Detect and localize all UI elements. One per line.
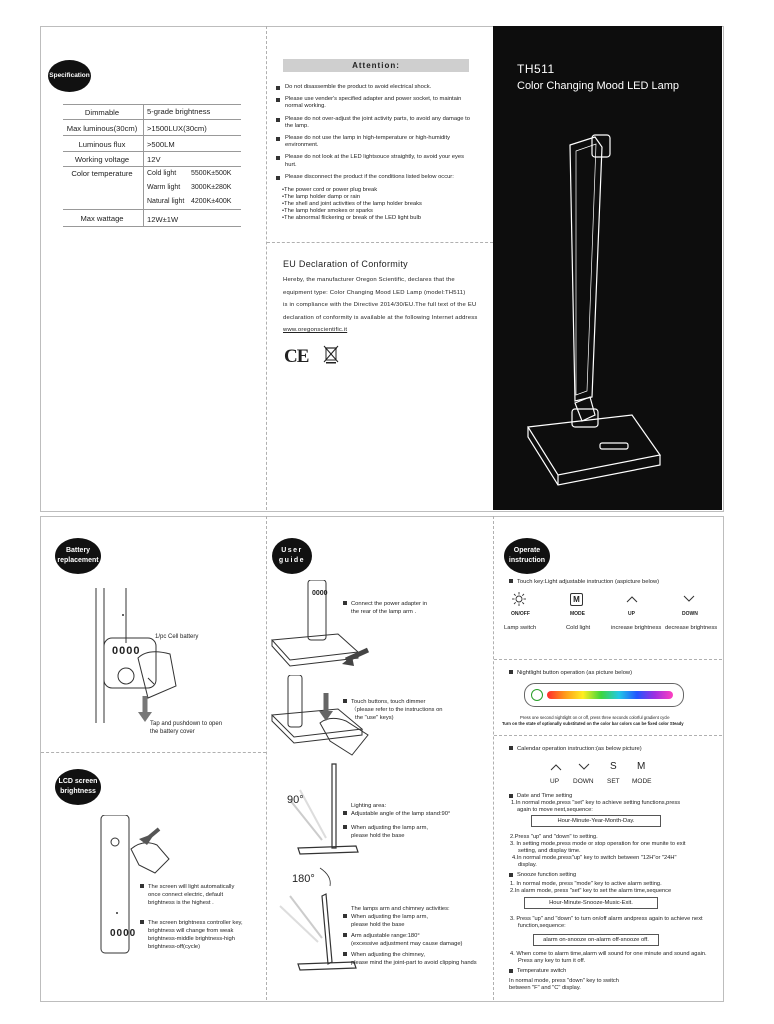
conditions-list: [282, 187, 482, 222]
eu-line: declaration of conformity is available at the following Internet address: [283, 314, 478, 321]
badge-text: Specification: [49, 72, 90, 79]
key-code: MODE: [570, 611, 585, 617]
step-line: Touch buttons, touch dimmer: [351, 699, 426, 705]
cover-product: Color Changing Mood LED Lamp: [517, 80, 680, 92]
attention-item: Please disconnect the product if the conditions listed below occur:: [276, 174, 476, 181]
eu-title: EU Declaration of Conformity: [283, 259, 408, 269]
mode-icon[interactable]: [570, 593, 583, 606]
badge-text: guide: [278, 557, 306, 564]
note-line: The screen brightness controller key,: [148, 920, 243, 926]
attention-item: Please do not over-adjust the joint activity parts, to avoid any damage to the lamp.: [276, 116, 476, 130]
angle-90-label: 90°: [287, 794, 304, 806]
cal-key-label: DOWN: [573, 778, 594, 785]
chevron-down-icon[interactable]: [683, 595, 695, 603]
battery-label: 1/pc Cell battery: [155, 634, 199, 640]
spec-value: 5500K±500K: [191, 170, 232, 177]
attention-list: [276, 84, 476, 181]
key-code: ON/OFF: [511, 611, 530, 617]
spec-value: 12W±1W: [147, 215, 179, 224]
section-title: Snooze function setting: [517, 872, 577, 878]
user-guide-badge: [272, 538, 312, 574]
bullet-marker: [140, 920, 144, 924]
spec-label: Luminous flux: [78, 140, 126, 149]
section-title: Temperature switch: [517, 968, 567, 974]
note-line: brightness-off(cycle): [148, 944, 201, 950]
snooze-step-4: [510, 951, 722, 965]
eu-url-link[interactable]: www.oregonscientific.it: [283, 327, 348, 333]
lighting-area: [343, 802, 450, 818]
note-line: brightness is the highest .: [148, 900, 214, 906]
instr-line: 1.In normal mode,press "set" key to achieve setting functions,press: [511, 800, 681, 806]
badge-text: LCD screen: [58, 778, 98, 785]
cal-key-label: UP: [550, 778, 560, 785]
spec-label: Working voltage: [74, 155, 130, 164]
chimney-section: [343, 905, 477, 967]
divider: [494, 659, 722, 660]
step-adjust-arm: [343, 824, 428, 840]
condition-item: •The lamp holder damp or rain: [282, 194, 361, 200]
spec-row: [63, 120, 241, 136]
step-line: Arm adjustable range:180°: [351, 933, 420, 939]
badge-text: instruction: [508, 557, 546, 564]
step-line: please mind the joint-part to avoid clipping hands: [351, 960, 477, 966]
snooze-section: [509, 872, 721, 895]
key-desc: decrease brightness: [665, 625, 718, 631]
step-line: the "use" keys): [355, 715, 394, 721]
lcd-digits: 0000: [110, 928, 137, 939]
chevron-up-icon[interactable]: [626, 595, 638, 603]
chevron-up-icon[interactable]: [550, 763, 562, 771]
snooze-sequence-box-2: alarm on-snooze on-alarm off-snooze off.: [533, 934, 659, 946]
instr-line: Press any key to turn it off.: [518, 958, 586, 964]
date-time-section: [509, 793, 721, 814]
eu-line: equipment type: Color Changing Mood LED Lamp (model:TH511): [283, 289, 466, 296]
instr-line: setting, and display time.: [518, 848, 581, 854]
instr-line: 4.In normal mode,press"up" key to switch between "12H"or "24H": [512, 855, 677, 861]
battery-badge: [55, 538, 101, 574]
spec-row: [63, 105, 241, 120]
step-line: please hold the base: [351, 922, 405, 928]
spec-value: >1500LUX(30cm): [147, 124, 207, 133]
spec-value: Cold light: [147, 170, 177, 177]
snooze-step-3: [510, 916, 722, 930]
cal-key-label: SET: [607, 778, 620, 785]
section-title: Nightlight button operation (as picture below): [517, 670, 633, 676]
bullet-marker: [343, 699, 347, 703]
condition-item: •The lamp holder smokes or sparks: [282, 208, 373, 214]
bullet-marker: [509, 579, 513, 583]
spec-label: Max luminous(30cm): [66, 124, 138, 133]
spec-value: 4200K±400K: [191, 198, 232, 205]
section-title: Calendar operation instruction:(as below picture): [517, 746, 642, 752]
lamp-digits-1: 0000: [312, 590, 328, 597]
step-line: the rear of the lamp arm .: [351, 609, 417, 615]
eu-line: Hereby, the manufacturer Oregon Scientific, declares that the: [283, 277, 455, 283]
specification-badge: [48, 60, 91, 92]
ce-mark: [284, 346, 308, 368]
spec-value: 3000K±280K: [191, 184, 232, 191]
attention-item: Please do not look at the LED lightsouce straightly, to avoid your eyes hurt.: [276, 154, 476, 168]
spec-row-color-temperature: [63, 167, 241, 210]
ce-mark-text: CE: [284, 346, 309, 367]
bullet-marker: [509, 969, 513, 973]
step-line: (excessive adjustment may cause damage): [351, 941, 463, 947]
condition-item: •The abnormal flickering or break of the LED light bulb: [282, 215, 421, 221]
temperature-section: [509, 968, 721, 992]
key-desc: Cold light: [566, 625, 591, 631]
badge-text: brightness: [60, 788, 96, 795]
note-line: brightness will change from weak: [148, 928, 234, 934]
nightlight-button-icon[interactable]: [531, 689, 543, 701]
date-time-steps: [510, 834, 722, 869]
dt-sequence-box: Hour-Minute-Year-Month-Day.: [531, 815, 661, 827]
nightlight-title: [509, 670, 632, 676]
step-line: The lamps arm and chimney activities:: [351, 906, 450, 912]
spec-value: Natural light: [147, 198, 185, 205]
battery-cover-label: [150, 720, 222, 736]
spec-row: [63, 210, 241, 227]
lcd-note-2: [140, 919, 243, 951]
instr-line: display.: [518, 862, 537, 868]
note-line: once connect electric, default: [148, 892, 224, 898]
lcd-note-1: [140, 883, 234, 907]
eu-text: [283, 274, 488, 337]
cover-model: TH511: [517, 62, 555, 76]
bullet-marker: [509, 794, 513, 798]
instr-line: again to move next,sequence:: [517, 807, 593, 813]
angle-180-label: 180°: [292, 873, 315, 885]
eu-line: is in compliance with the Directive 2014/30/EU.The full text of the EU: [283, 302, 477, 308]
nightlight-note-1: Press one second nightlight on or off, press three seconds colorful gradient cycle: [520, 715, 670, 720]
key-desc: increase brightness: [611, 625, 662, 631]
attention-title: Attention:: [352, 61, 400, 70]
bullet-marker: [509, 746, 513, 750]
step-touch: [343, 698, 443, 722]
divider: [494, 735, 722, 736]
badge-text: Battery: [65, 547, 91, 554]
key-code: DOWN: [682, 611, 698, 617]
sun-icon[interactable]: [512, 592, 526, 606]
instr-line: 2.In alarm mode, press "set" key to set the alarm time,sequence: [510, 888, 672, 894]
step-line: Lighting area:: [351, 803, 387, 809]
weee-bin-icon: [323, 344, 339, 364]
key-code: UP: [628, 611, 635, 617]
instr-line: 2.Press "up" and "down" to setting.: [510, 834, 598, 840]
section-title: Touch key:Light adjustable instruction (aspicture below): [517, 579, 660, 585]
attention-item: Please use vender's specified adapter and power socket, to maintain normal working.: [276, 96, 476, 110]
step-line: When adjusting the lamp arm,: [351, 825, 429, 831]
bullet-marker: [343, 601, 347, 605]
instr-line: 4. When come to alarm time,alarm will sound for one minute and sound again.: [510, 951, 707, 957]
calendar-title: [509, 746, 642, 752]
nightlight-gradient: [547, 691, 673, 699]
bullet-marker: [343, 811, 347, 815]
badge-text: replacement: [57, 557, 99, 564]
caption-line: Tap and pushdown to open: [150, 721, 223, 727]
step-line: When adjusting the lamp arm,: [351, 914, 429, 920]
nightlight-note-2: Turn on the state of optionally substituted on the color bar colors can be fixed color Steady: [502, 721, 684, 726]
bullet-marker: [343, 825, 347, 829]
key-desc: Lamp switch: [504, 625, 537, 631]
step-connect: [343, 600, 427, 616]
bullet-marker: [343, 933, 347, 937]
divider: [41, 752, 266, 753]
divider: [267, 242, 493, 243]
spec-row: [63, 136, 241, 152]
attention-item: Do not disassemble the product to avoid electrical shock.: [276, 84, 476, 91]
note-line: brightness-middle brightness-high: [148, 936, 235, 942]
instr-line: In normal mode, press "down" key to switch: [509, 978, 619, 984]
mode-key-glyph[interactable]: M: [637, 761, 646, 772]
note-line: The screen will light automatically: [148, 884, 235, 890]
instr-line: between "F" and "C" display.: [509, 985, 581, 991]
step-line: （please refer to the instructions on: [351, 707, 443, 713]
condition-item: •The power cord or power plug break: [282, 187, 378, 193]
spec-label: Color temperature: [71, 169, 133, 178]
bullet-marker: [343, 914, 347, 918]
specification-table: [63, 104, 241, 227]
nightlight-bar[interactable]: [524, 683, 684, 707]
bullet-marker: [140, 884, 144, 888]
instr-line: 3. In setting mode,press mode or stop operation for one munite to exit: [510, 841, 686, 847]
instr-line: 3. Press "up" and "down" to turn on/off alarm andpress again to achieve next: [510, 916, 703, 922]
operate-badge: [504, 538, 550, 574]
battery-device-illustration: [90, 588, 190, 728]
step-line: Connect the power adapter in: [351, 601, 428, 607]
snooze-sequence-box: Hour-Minute-Snooze-Music-Exit.: [524, 897, 658, 909]
section-title: Date and Time setting: [517, 793, 573, 799]
spec-value: >500LM: [147, 140, 175, 149]
caption-line: the battery cover: [150, 729, 195, 735]
badge-text: Operate: [513, 547, 541, 554]
cal-key-label: MODE: [632, 778, 652, 785]
step-line: Adjustable angle of the lamp stand:90°: [351, 811, 451, 817]
instr-line: 1. In normal mode, press "mode" key to active alarm setting.: [510, 881, 662, 887]
chevron-down-icon[interactable]: [578, 763, 590, 771]
step-line: When adjusting the chimney,: [351, 952, 426, 958]
attention-header: [283, 59, 469, 72]
spec-value: 5-grade brightness: [147, 107, 211, 116]
spec-label: Max wattage: [80, 214, 124, 223]
badge-text: User: [281, 547, 303, 554]
bullet-marker: [509, 670, 513, 674]
instr-line: function,sequence:: [518, 923, 566, 929]
spec-value: Warm light: [147, 184, 181, 191]
divider: [266, 516, 267, 1000]
lamp-illustration: [520, 125, 670, 490]
attention-item: Please do not use the lamp in high-temperature or high-humidity environment.: [276, 135, 476, 149]
divider: [266, 26, 267, 510]
divider: [493, 516, 494, 1000]
spec-label: Dimmable: [84, 108, 120, 117]
touch-title: [509, 579, 659, 585]
step-line: please hold the base: [351, 833, 405, 839]
spec-row: [63, 152, 241, 167]
battery-digits: 0000: [112, 645, 141, 657]
set-key-glyph[interactable]: S: [610, 761, 617, 772]
bullet-marker: [509, 873, 513, 877]
bullet-marker: [343, 952, 347, 956]
mode-glyph: M: [573, 595, 580, 604]
lcd-badge: [55, 769, 101, 805]
spec-value: 12V: [147, 155, 161, 164]
condition-item: •The shell and joint activities of the lamp holder breaks: [282, 201, 422, 207]
